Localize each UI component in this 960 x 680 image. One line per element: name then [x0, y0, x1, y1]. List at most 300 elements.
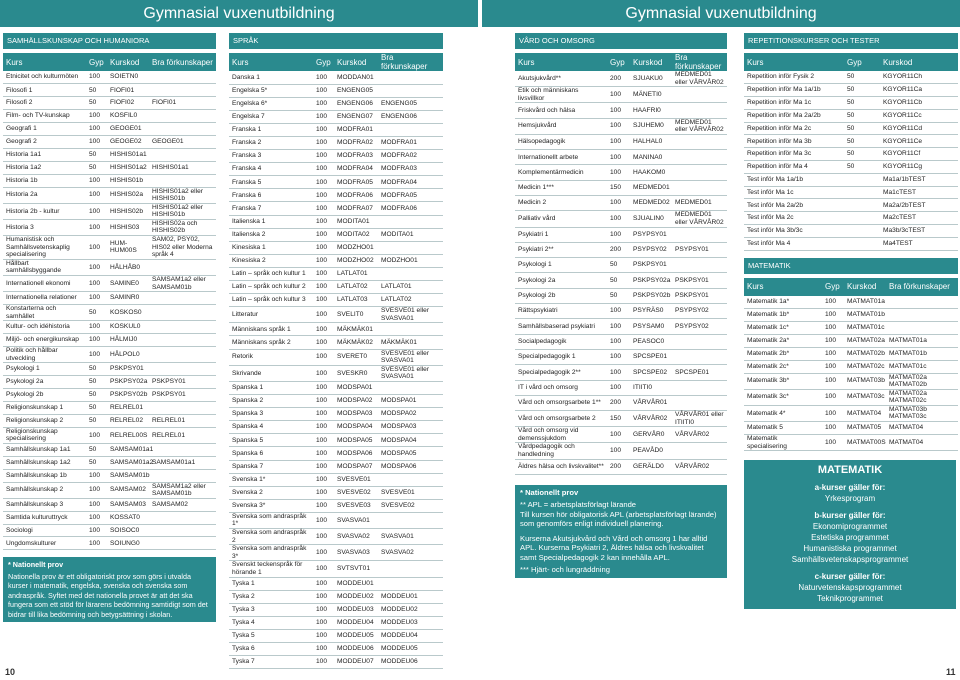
cell-gyp: 100 [86, 203, 107, 219]
cell-kurs: Franska 6 [229, 189, 313, 202]
cell-forkunskaper: SPCSPE01 [672, 365, 727, 380]
cell-kurs: Repetition inför Ma 1a/1b [744, 84, 844, 97]
cell-kurs: Komplementärmedicin [515, 165, 607, 180]
table-row [3, 389, 216, 402]
cell-forkunskaper [149, 511, 216, 524]
cell-kurs: Psykiatri 1 [515, 227, 607, 242]
table-row [229, 408, 443, 421]
cell-gyp: 150 [607, 411, 630, 427]
table-row [229, 460, 443, 473]
cell-forkunskaper: SVESVE02 [378, 499, 443, 512]
cell-kurskod: PSKPSY02b [107, 389, 149, 402]
cell-gyp: 100 [86, 187, 107, 203]
cell-kurs: Spanska 1 [229, 381, 313, 394]
table-row [229, 656, 443, 669]
table-row [515, 71, 727, 87]
cell-kurskod: MODSPA04 [334, 421, 378, 434]
cell-kurs: Spanska 3 [229, 408, 313, 421]
cell-kurskod: MODDEU07 [334, 656, 378, 669]
cell-kurskod: PSYPSY02 [630, 242, 672, 257]
cell-gyp [844, 212, 880, 225]
nationellt-prov-note [3, 557, 216, 622]
cell-kurs: Retorik [229, 349, 313, 365]
cell-forkunskaper: RELREL01 [149, 414, 216, 427]
cell-gyp: 100 [313, 512, 334, 528]
cell-gyp: 100 [822, 309, 844, 322]
cell-gyp: 100 [607, 304, 630, 319]
cell-kurskod: SVESVE01 [334, 473, 378, 486]
cell-kurskod: MEDMED01 [630, 180, 672, 195]
matematik-info-box [744, 460, 956, 609]
table-row [229, 202, 443, 215]
cell-forkunskaper [149, 305, 216, 321]
cell-kurskod: SOISOC0 [107, 524, 149, 537]
cell-gyp: 50 [844, 122, 880, 135]
table-row [229, 630, 443, 643]
cell-kurskod: KGYOR11Cb [880, 97, 958, 110]
cell-forkunskaper: MODZHO01 [378, 254, 443, 267]
cell-gyp: 100 [313, 136, 334, 149]
cell-gyp: 50 [86, 363, 107, 376]
cell-kurskod: VÅRVÅR02 [630, 411, 672, 427]
table-row [515, 459, 727, 474]
cell-gyp: 100 [86, 482, 107, 498]
cell-gyp: 100 [86, 334, 107, 347]
cell-kurskod: SJUHEM0 [630, 118, 672, 134]
col-kurs: Kurs [3, 53, 86, 71]
table-row [744, 71, 958, 84]
cell-forkunskaper [378, 512, 443, 528]
cell-gyp: 100 [313, 110, 334, 123]
cell-gyp: 100 [607, 427, 630, 443]
cell-kurs: Franska 1 [229, 123, 313, 136]
table-row [229, 529, 443, 545]
cell-gyp: 100 [86, 321, 107, 334]
cell-kurskod: MODFRA04 [334, 163, 378, 176]
cell-kurskod: MODITA02 [334, 228, 378, 241]
cell-kurskod: HISHIS01b [107, 174, 149, 187]
cell-gyp: 50 [844, 71, 880, 84]
cell-gyp: 100 [313, 643, 334, 656]
cell-kurskod: PSKPSY02b [630, 288, 672, 303]
table-row [3, 376, 216, 389]
table-row [229, 421, 443, 434]
cell-forkunskaper: MATMAT04 [886, 422, 958, 435]
table-row [744, 347, 958, 360]
table-row [515, 380, 727, 395]
table-row [515, 180, 727, 195]
cell-kurs: Engelska 5* [229, 84, 313, 97]
table-row [3, 401, 216, 414]
table-row [3, 414, 216, 427]
cell-kurskod: SAMSAM03 [107, 498, 149, 511]
cell-kurs: Tyska 5 [229, 630, 313, 643]
col-kurs: Kurs [515, 53, 607, 71]
table-row [744, 161, 958, 174]
cell-kurs: Specialpedagogik 2** [515, 365, 607, 380]
note-line-4: Kurserna Akutsjukvård och Vård och omsorg 1 har alltid APL. Kurserna Psykiatri 2, Äldres hälsa och livskvalitet samt Specialpedagogik 2 kan innehålla APL. [520, 533, 708, 562]
cell-forkunskaper: MODDEU01 [378, 590, 443, 603]
table-row [515, 258, 727, 273]
cell-gyp: 50 [86, 305, 107, 321]
cell-forkunskaper: MODFRA06 [378, 202, 443, 215]
cell-kurskod: ENGENG07 [334, 110, 378, 123]
cell-gyp: 100 [313, 447, 334, 460]
cell-forkunskaper [886, 321, 958, 334]
cell-kurs: Matematik 5 [744, 422, 822, 435]
cell-kurs: Historia 3 [3, 219, 86, 235]
cell-gyp: 100 [822, 347, 844, 360]
cell-forkunskaper: SVASVA01 [378, 529, 443, 545]
cell-forkunskaper: SVESVE01 eller SVASVA01 [378, 349, 443, 365]
cell-forkunskaper: VÅRVÅR02 [672, 427, 727, 443]
table-row [515, 87, 727, 103]
cell-kurs: Tyska 7 [229, 656, 313, 669]
col-kurskod: Kurskod [844, 278, 886, 296]
cell-forkunskaper: HISHIS01a2 eller HISHIS01b [149, 187, 216, 203]
cell-kurs: Människans språk 1 [229, 323, 313, 336]
cell-gyp: 100 [313, 163, 334, 176]
table-row [229, 545, 443, 561]
cell-forkunskaper [378, 215, 443, 228]
cell-forkunskaper [672, 227, 727, 242]
cell-forkunskaper: MODSPA03 [378, 421, 443, 434]
cell-gyp: 50 [844, 109, 880, 122]
table-row [515, 134, 727, 149]
cell-kurs: Kinesiska 1 [229, 241, 313, 254]
section-title: SPRÅK [229, 33, 443, 49]
table-row [3, 97, 216, 110]
cell-kurs: Kinesiska 2 [229, 254, 313, 267]
cell-kurskod: MATMAT03c [844, 389, 886, 405]
cell-forkunskaper: MATMAT01c [886, 360, 958, 373]
cell-gyp: 100 [313, 202, 334, 215]
cell-kurs: Politik och hållbar utveckling [3, 347, 86, 363]
cell-forkunskaper [149, 524, 216, 537]
cell-kurskod: SAMSAM01a2 [107, 456, 149, 469]
cell-gyp: 100 [86, 135, 107, 148]
cell-kurs: Matematik 1a* [744, 296, 822, 309]
cell-kurskod: MODSPA01 [334, 381, 378, 394]
cell-kurskod: SOIUNG0 [107, 537, 149, 550]
cell-kurs: Test inför Ma 2c [744, 212, 844, 225]
table-row [229, 473, 443, 486]
table-row [229, 307, 443, 323]
cell-kurskod: FIOFI01 [107, 84, 149, 97]
cell-forkunskaper: MODDEU02 [378, 603, 443, 616]
cell-gyp: 50 [86, 161, 107, 174]
cell-gyp: 50 [86, 376, 107, 389]
cell-kurskod: KGYOR11Ce [880, 135, 958, 148]
cell-forkunskaper: MATMAT04 [886, 434, 958, 450]
cell-gyp: 50 [86, 148, 107, 161]
section-title: REPETITIONSKURSER OCH TESTER [744, 33, 958, 49]
cell-kurs: Test inför Ma 1c [744, 186, 844, 199]
table-row [229, 561, 443, 577]
cell-kurs: Medicin 2 [515, 196, 607, 211]
table-row [3, 161, 216, 174]
cell-gyp: 100 [822, 373, 844, 389]
table-row [3, 524, 216, 537]
col-gyp: Gyp [607, 53, 630, 71]
cell-forkunskaper [378, 577, 443, 590]
cell-forkunskaper: SVESVE01 eller SVASVA01 [378, 365, 443, 381]
cell-kurs: Matematik 1c* [744, 321, 822, 334]
cell-kurskod: KGYOR11Ch [880, 71, 958, 84]
cell-kurs: Tyska 2 [229, 590, 313, 603]
cell-gyp: 100 [313, 267, 334, 280]
table-row [229, 254, 443, 267]
cell-forkunskaper [149, 174, 216, 187]
cell-kurs: Engelska 7 [229, 110, 313, 123]
cell-kurskod: RELREL01 [107, 401, 149, 414]
cell-kurskod: PSKPSY01 [630, 258, 672, 273]
cell-kurskod: LATLAT03 [334, 294, 378, 307]
cell-forkunskaper [149, 334, 216, 347]
cell-kurs: Människans språk 2 [229, 336, 313, 349]
cell-gyp: 100 [313, 307, 334, 323]
cell-forkunskaper: PSYPSY02 [672, 319, 727, 334]
cell-kurs: Friskvård och hälsa [515, 103, 607, 118]
cell-kurs: Socialpedagogik [515, 334, 607, 349]
cell-kurs: Samtida kulturuttryck [3, 511, 86, 524]
cell-gyp: 100 [607, 118, 630, 134]
page-number-left: 10 [5, 667, 16, 677]
cell-forkunskaper: LATLAT02 [378, 294, 443, 307]
cell-gyp: 100 [313, 529, 334, 545]
cell-kurs: Psykologi 1 [515, 258, 607, 273]
cell-forkunskaper: MODSPA05 [378, 447, 443, 460]
cell-kurskod: PEASOC0 [630, 334, 672, 349]
table-row [515, 227, 727, 242]
cell-kurs: Konstarterna och samhället [3, 305, 86, 321]
cell-kurskod: MODFRA05 [334, 176, 378, 189]
cell-kurskod: SOIETN0 [107, 71, 149, 84]
vard-table [515, 53, 727, 475]
cell-kurs: Samhällskunskap 1b [3, 469, 86, 482]
cell-kurs: Tyska 1 [229, 577, 313, 590]
cell-gyp: 100 [313, 486, 334, 499]
cell-kurs: Etnicitet och kulturmöten [3, 71, 86, 84]
cell-gyp: 100 [313, 97, 334, 110]
cell-kurs: Matematik 3c* [744, 389, 822, 405]
cell-gyp [844, 186, 880, 199]
cell-forkunskaper: MATMAT02a MATMAT02b [886, 373, 958, 389]
cell-kurskod: SVASVA03 [334, 545, 378, 561]
cell-gyp: 100 [86, 110, 107, 123]
cell-gyp: 100 [313, 590, 334, 603]
cell-forkunskaper [378, 123, 443, 136]
cell-kurskod: ENGENG05 [334, 84, 378, 97]
cell-kurskod: HISHIS01a2 [107, 161, 149, 174]
cell-gyp: 100 [313, 656, 334, 669]
program-line: Samhällsvetenskapsprogrammet [791, 555, 909, 565]
cell-kurskod: SVESKR0 [334, 365, 378, 381]
note-body: Nationella prov är ett obligatoriskt prov som görs i utvalda kurser i matematik, engelska, svenska och svenska som andraspråk. Syftet med det nationella provet är att det ska fungera som ett stöd för lärarens bedömning samtidigt som det bidrar till lika bedömning och betygsättning i skolan. [8, 571, 208, 619]
sprak-section [229, 33, 443, 669]
cell-kurs: Palliativ vård [515, 211, 607, 227]
cell-kurskod: MODFRA07 [334, 202, 378, 215]
cell-gyp: 200 [607, 395, 630, 410]
cell-kurs: Matematik specialisering [744, 434, 822, 450]
cell-kurs: Hemsjukvård [515, 118, 607, 134]
cell-forkunskaper: SAMSAM02 [149, 498, 216, 511]
table-row [229, 189, 443, 202]
cell-kurs: Repetition inför Ma 2a/2b [744, 109, 844, 122]
cell-kurskod: KOSKUL0 [107, 321, 149, 334]
table-row [515, 118, 727, 134]
cell-gyp: 100 [313, 545, 334, 561]
cell-kurs: Svenska som andraspråk 2 [229, 529, 313, 545]
col-gyp: Gyp [313, 53, 334, 71]
cell-forkunskaper [672, 380, 727, 395]
cell-kurs: Spanska 5 [229, 434, 313, 447]
cell-forkunskaper: VÅRVÅR01 eller ITIITI0 [672, 411, 727, 427]
table-row [515, 211, 727, 227]
table-row [3, 259, 216, 275]
cell-kurs: Psykologi 1 [3, 363, 86, 376]
cell-gyp: 100 [313, 603, 334, 616]
cell-kurs: Repetition inför Ma 3c [744, 148, 844, 161]
cell-kurskod: MODSPA03 [334, 408, 378, 421]
table-row [744, 309, 958, 322]
cell-kurs: Test inför Ma 1a/1b [744, 173, 844, 186]
cell-kurs: Sociologi [3, 524, 86, 537]
cell-kurs: Latin – språk och kultur 3 [229, 294, 313, 307]
cell-kurskod: HAAKOM0 [630, 165, 672, 180]
cell-gyp: 50 [86, 414, 107, 427]
table-row [229, 590, 443, 603]
cell-forkunskaper [149, 148, 216, 161]
cell-kurskod: Ma1a/1bTEST [880, 173, 958, 186]
cell-kurskod: MATMAT03b [844, 373, 886, 389]
table-row [229, 434, 443, 447]
cell-kurskod: MODDEU05 [334, 630, 378, 643]
cell-kurskod: HALHAL0 [630, 134, 672, 149]
cell-kurskod: GEOGE01 [107, 123, 149, 136]
table-row [744, 405, 958, 421]
cell-gyp: 100 [822, 389, 844, 405]
cell-kurs: Specialpedagogik 1 [515, 349, 607, 364]
cell-kurskod: PSYPSY01 [630, 227, 672, 242]
cell-kurs: Historia 1a2 [3, 161, 86, 174]
table-row [3, 321, 216, 334]
table-row [744, 186, 958, 199]
repetition-table [744, 53, 958, 251]
table-row [3, 187, 216, 203]
table-row [744, 334, 958, 347]
cell-gyp: 100 [313, 421, 334, 434]
cell-kurs: Skrivande [229, 365, 313, 381]
cell-kurs: Filosofi 2 [3, 97, 86, 110]
note-title: * Nationellt prov [8, 560, 64, 570]
section-title: MATEMATIK [744, 258, 958, 274]
table-row [229, 616, 443, 629]
table-row [229, 486, 443, 499]
cell-kurskod: MODFRA06 [334, 189, 378, 202]
cell-forkunskaper [378, 84, 443, 97]
cell-kurs: Matematik 4* [744, 405, 822, 421]
cell-forkunskaper: PSYPSY02 [672, 304, 727, 319]
cell-kurs: Repetition inför Ma 4 [744, 161, 844, 174]
table-row [744, 109, 958, 122]
cell-kurs: Miljö- och energikunskap [3, 334, 86, 347]
cell-kurskod: HAAFRI0 [630, 103, 672, 118]
cell-forkunskaper: HISHIS01a2 eller HISHIS01b [149, 203, 216, 219]
cell-kurskod: SVASVA02 [334, 529, 378, 545]
cell-kurs: Test inför Ma 3b/3c [744, 225, 844, 238]
table-row [229, 136, 443, 149]
table-row [515, 304, 727, 319]
table-row [744, 389, 958, 405]
cell-kurs: Kultur- och idéhistoria [3, 321, 86, 334]
cell-forkunskaper: MATMAT03b MATMAT03c [886, 405, 958, 421]
table-row [3, 363, 216, 376]
cell-kurskod: PSKPSY02a [630, 273, 672, 288]
cell-kurs: Historia 1a1 [3, 148, 86, 161]
table-row [229, 163, 443, 176]
table-row [3, 443, 216, 456]
cell-kurs: Italienska 2 [229, 228, 313, 241]
cell-kurskod: MODDEU01 [334, 577, 378, 590]
cell-gyp: 100 [607, 103, 630, 118]
program-line: Estetiska programmet [811, 533, 889, 543]
cell-kurskod: KOSSAT0 [107, 511, 149, 524]
table-row [229, 643, 443, 656]
cell-forkunskaper: SAMSAM01a1 [149, 456, 216, 469]
cell-kurs: Spanska 7 [229, 460, 313, 473]
table-row [229, 395, 443, 408]
cell-gyp: 100 [607, 196, 630, 211]
cell-kurskod: MODSPA06 [334, 447, 378, 460]
table-row [3, 456, 216, 469]
cell-kurs: Repetition inför Fysik 2 [744, 71, 844, 84]
cell-kurs: Svenska 2 [229, 486, 313, 499]
table-row [515, 319, 727, 334]
cell-kurs: Film- och TV-kunskap [3, 110, 86, 123]
cell-gyp: 50 [607, 288, 630, 303]
cell-gyp: 100 [313, 150, 334, 163]
cell-kurskod: MATMAT01a [844, 296, 886, 309]
section-title: SAMHÄLLSKUNSKAP OCH HUMANIORA [3, 33, 216, 49]
table-row [3, 305, 216, 321]
table-row [3, 498, 216, 511]
cell-forkunskaper: MODDEU04 [378, 630, 443, 643]
table-row [744, 321, 958, 334]
cell-kurs: Geografi 2 [3, 135, 86, 148]
cell-gyp: 100 [86, 292, 107, 305]
cell-kurskod: MODITA01 [334, 215, 378, 228]
cell-gyp: 100 [86, 498, 107, 511]
cell-gyp: 100 [607, 334, 630, 349]
cell-gyp: 100 [822, 434, 844, 450]
box-title: MATEMATIK [817, 464, 883, 477]
cell-forkunskaper: MATMAT01b [886, 347, 958, 360]
cell-kurs: Spanska 6 [229, 447, 313, 460]
cell-forkunskaper [672, 334, 727, 349]
cell-gyp: 200 [607, 459, 630, 474]
cell-kurs: Tyska 3 [229, 603, 313, 616]
cell-kurskod: VÅRVÅR01 [630, 395, 672, 410]
cell-kurskod: SPCSPE02 [630, 365, 672, 380]
table-row [229, 499, 443, 512]
cell-forkunskaper [378, 473, 443, 486]
cell-kurs: IT i vård och omsorg [515, 380, 607, 395]
cell-forkunskaper: MODSPA06 [378, 460, 443, 473]
col-gyp: Gyp [822, 278, 844, 296]
cell-gyp: 100 [313, 123, 334, 136]
cell-kurskod: MODDEU04 [334, 616, 378, 629]
